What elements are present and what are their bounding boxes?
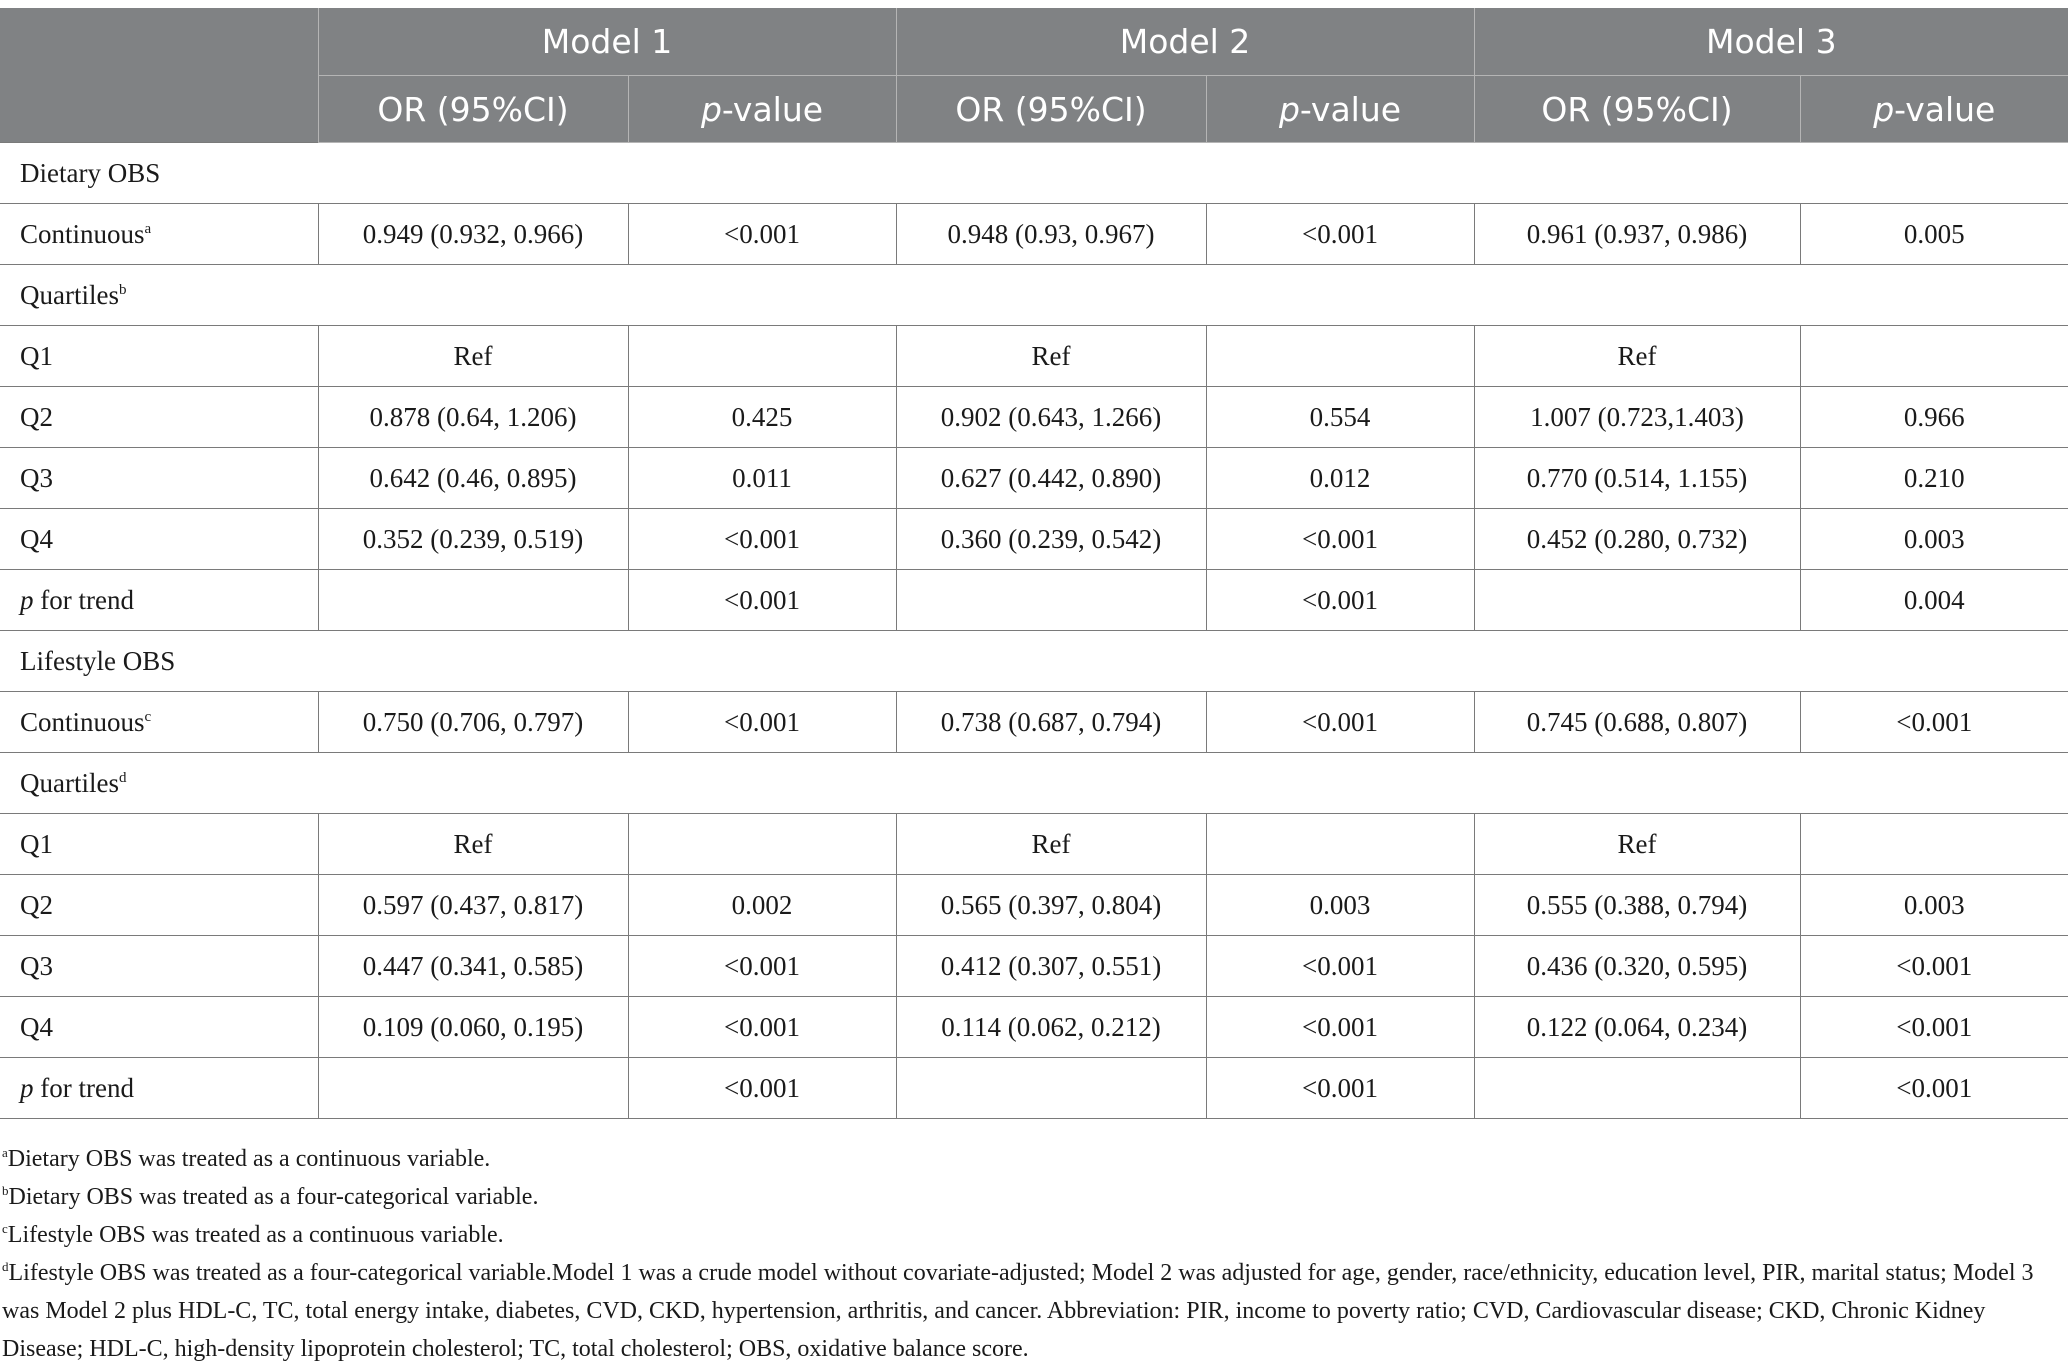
or-cell: 0.412 (0.307, 0.551) [896, 936, 1206, 997]
row-label: Q4 [0, 997, 318, 1058]
p-value-cell: <0.001 [1800, 997, 2068, 1058]
header-blank-cell [0, 76, 318, 143]
header-model-1: Model 1 [318, 8, 896, 76]
table-row [0, 204, 2068, 265]
p-value-cell: 0.003 [1800, 875, 2068, 936]
table-row [0, 1058, 2068, 1119]
or-cell: 0.750 (0.706, 0.797) [318, 692, 628, 753]
p-value-cell: <0.001 [628, 997, 896, 1058]
or-cell [318, 1058, 628, 1119]
p-value-cell [628, 326, 896, 387]
or-cell [1474, 570, 1800, 631]
or-cell: Ref [896, 814, 1206, 875]
p-value-cell: <0.001 [1206, 1058, 1474, 1119]
or-cell: Ref [318, 814, 628, 875]
or-cell [1474, 1058, 1800, 1119]
p-value-cell: <0.001 [1206, 936, 1474, 997]
p-value-cell: <0.001 [1800, 1058, 2068, 1119]
p-value-cell [1800, 326, 2068, 387]
or-cell: 0.452 (0.280, 0.732) [1474, 509, 1800, 570]
footnote: $^a$Dietary OBS was treated as a continuous variable. [2, 1145, 491, 1172]
section-row [0, 143, 2068, 204]
p-value-cell [628, 814, 896, 875]
header-or-model-2: OR (95%CI) [896, 76, 1206, 143]
or-cell: 0.565 (0.397, 0.804) [896, 875, 1206, 936]
section-label: Quartiles$^d$ [0, 753, 2068, 814]
p-value-cell: 0.005 [1800, 204, 2068, 265]
or-cell: 0.352 (0.239, 0.519) [318, 509, 628, 570]
row-label: p for trend [0, 570, 318, 631]
p-value-cell: <0.001 [628, 936, 896, 997]
p-value-cell: <0.001 [1206, 692, 1474, 753]
row-label: Q4 [0, 509, 318, 570]
section-label: Dietary OBS [0, 143, 2068, 204]
table-row [0, 509, 2068, 570]
footnote: $^d$Lifestyle OBS was treated as a four-categorical variable.Model 1 was a crude model without covariate-adjusted; Model 2 was adjusted for age, gender, race/ethnicity, education level, PIR, marital status; Model 3 was Model 2 plus HDL-C, TC, total energy intake, diabetes, CVD, CKD, hypertension, arthritis, and cancer. Abbreviation: PIR, income to poverty ratio; CVD, Cardiovascular disease; CKD, Chronic Kidney Disease; HDL-C, high-density lipoprotein cholesterol; TC, total cholesterol; OBS, oxidative balance score. [2, 1259, 2034, 1362]
p-value-cell: 0.003 [1206, 875, 1474, 936]
or-cell: 0.360 (0.239, 0.542) [896, 509, 1206, 570]
header-p-model-1: p-value [628, 76, 896, 143]
or-cell [896, 1058, 1206, 1119]
section-row [0, 631, 2068, 692]
table-row [0, 448, 2068, 509]
table-row [0, 326, 2068, 387]
or-cell: 0.961 (0.937, 0.986) [1474, 204, 1800, 265]
p-value-cell [1206, 326, 1474, 387]
header-model-2: Model 2 [896, 8, 1474, 76]
or-cell: 0.642 (0.46, 0.895) [318, 448, 628, 509]
table-row [0, 387, 2068, 448]
p-value-cell: 0.012 [1206, 448, 1474, 509]
header-blank-cell [0, 8, 318, 76]
row-label: Q2 [0, 875, 318, 936]
table-row [0, 570, 2068, 631]
or-cell: 0.555 (0.388, 0.794) [1474, 875, 1800, 936]
p-value-cell: <0.001 [1206, 204, 1474, 265]
p-value-cell: 0.554 [1206, 387, 1474, 448]
table-row [0, 997, 2068, 1058]
p-value-cell: 0.004 [1800, 570, 2068, 631]
or-cell [896, 570, 1206, 631]
or-cell: 0.109 (0.060, 0.195) [318, 997, 628, 1058]
section-row [0, 753, 2068, 814]
or-cell: 0.738 (0.687, 0.794) [896, 692, 1206, 753]
or-cell [318, 570, 628, 631]
or-cell: Ref [896, 326, 1206, 387]
header-p-model-3: p-value [1800, 76, 2068, 143]
or-cell: 0.902 (0.643, 1.266) [896, 387, 1206, 448]
or-cell: 0.949 (0.932, 0.966) [318, 204, 628, 265]
or-cell: 0.114 (0.062, 0.212) [896, 997, 1206, 1058]
or-cell: 1.007 (0.723,1.403) [1474, 387, 1800, 448]
p-value-cell: 0.002 [628, 875, 896, 936]
p-value-cell: <0.001 [628, 204, 896, 265]
section-row [0, 265, 2068, 326]
row-label: p for trend [0, 1058, 318, 1119]
p-value-cell: 0.966 [1800, 387, 2068, 448]
table-row [0, 936, 2068, 997]
section-label: Lifestyle OBS [0, 631, 2068, 692]
header-or-model-1: OR (95%CI) [318, 76, 628, 143]
p-value-cell: 0.210 [1800, 448, 2068, 509]
table-footnotes [2, 1140, 2052, 1368]
header-model-3: Model 3 [1474, 8, 2068, 76]
p-value-cell [1800, 814, 2068, 875]
table-row [0, 692, 2068, 753]
p-value-cell: <0.001 [1800, 936, 2068, 997]
or-cell: 0.745 (0.688, 0.807) [1474, 692, 1800, 753]
p-value-cell: <0.001 [628, 509, 896, 570]
or-cell: 0.948 (0.93, 0.967) [896, 204, 1206, 265]
results-table-container [0, 8, 2068, 1119]
or-cell: 0.878 (0.64, 1.206) [318, 387, 628, 448]
or-cell: 0.122 (0.064, 0.234) [1474, 997, 1800, 1058]
table-row [0, 875, 2068, 936]
or-cell: 0.627 (0.442, 0.890) [896, 448, 1206, 509]
p-value-cell: <0.001 [1206, 570, 1474, 631]
or-cell: Ref [1474, 326, 1800, 387]
or-cell: Ref [318, 326, 628, 387]
p-value-cell: 0.011 [628, 448, 896, 509]
p-value-cell: <0.001 [628, 692, 896, 753]
p-value-cell: 0.003 [1800, 509, 2068, 570]
row-label: Q3 [0, 448, 318, 509]
header-row-models [0, 8, 2068, 76]
header-p-model-2: p-value [1206, 76, 1474, 143]
p-value-cell [1206, 814, 1474, 875]
p-value-cell: <0.001 [1206, 997, 1474, 1058]
or-cell: Ref [1474, 814, 1800, 875]
results-table [0, 8, 2068, 1119]
row-label: Q3 [0, 936, 318, 997]
section-label: Quartiles$^b$ [0, 265, 2068, 326]
header-row-metrics [0, 76, 2068, 143]
row-label: Continuous$^c$ [0, 692, 318, 753]
p-value-cell: <0.001 [628, 1058, 896, 1119]
table-row [0, 814, 2068, 875]
footnote: $^c$Lifestyle OBS was treated as a continuous variable. [2, 1221, 504, 1248]
or-cell: 0.436 (0.320, 0.595) [1474, 936, 1800, 997]
or-cell: 0.770 (0.514, 1.155) [1474, 448, 1800, 509]
or-cell: 0.597 (0.437, 0.817) [318, 875, 628, 936]
p-value-cell: 0.425 [628, 387, 896, 448]
footnote: $^b$Dietary OBS was treated as a four-categorical variable. [2, 1183, 539, 1210]
table-body [0, 143, 2068, 1119]
row-label: Q1 [0, 814, 318, 875]
p-value-cell: <0.001 [1206, 509, 1474, 570]
or-cell: 0.447 (0.341, 0.585) [318, 936, 628, 997]
header-or-model-3: OR (95%CI) [1474, 76, 1800, 143]
p-value-cell: <0.001 [1800, 692, 2068, 753]
row-label: Q1 [0, 326, 318, 387]
p-value-cell: <0.001 [628, 570, 896, 631]
row-label: Q2 [0, 387, 318, 448]
row-label: Continuous$^a$ [0, 204, 318, 265]
